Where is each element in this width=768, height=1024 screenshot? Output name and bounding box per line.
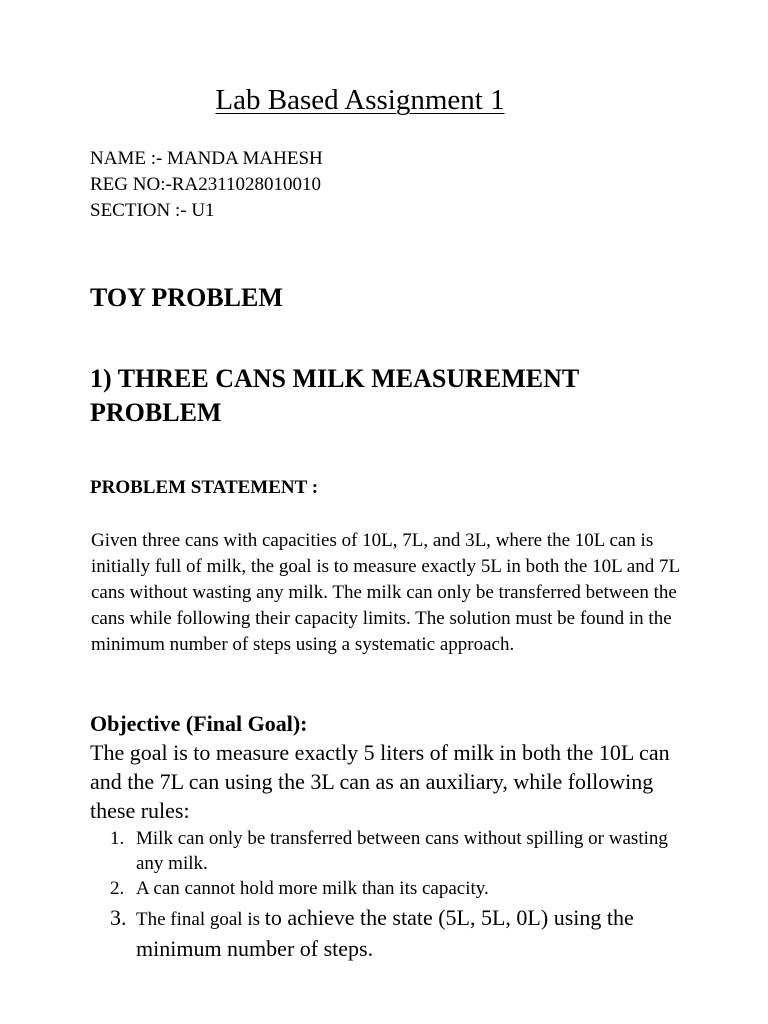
document-title: Lab Based Assignment 1 xyxy=(215,84,505,116)
objective-heading: Objective (Final Goal): xyxy=(90,711,308,736)
list-item-number: 1. xyxy=(110,828,125,849)
student-info xyxy=(90,146,323,224)
list-item-text: Milk can only be transferred between cans without spilling or wasting any milk. xyxy=(136,828,668,874)
list-item-number: 2. xyxy=(110,878,125,899)
list-item-text: A can cannot hold more milk than its capacity. xyxy=(136,878,489,899)
student-reg-no: REG NO:-RA2311028010010 xyxy=(90,174,321,195)
list-item-text-small: The final goal is xyxy=(136,909,265,930)
problem-heading-line1: 1) THREE CANS MILK MEASUREMENT xyxy=(90,364,580,393)
problem-statement-text: Given three cans with capacities of 10L, 7L, and 3L, where the 10L can is initially full of milk, the goal is to measure exactly 5L in both the 10L and 7L cans without wasting any milk. The milk can only be transferred between the cans while following their capacity limits. The solution must be found in the minimum number of steps using a systematic approach. xyxy=(91,530,680,655)
rules-list xyxy=(90,826,690,965)
problem-statement-heading: PROBLEM STATEMENT : xyxy=(90,477,319,498)
objective-text: The goal is to measure exactly 5 liters of milk in both the 10L can and the 7L can using the 3L can as an auxiliary, while following these rules: xyxy=(90,740,670,823)
list-item xyxy=(90,903,690,965)
problem-heading-line2: PROBLEM xyxy=(90,398,222,427)
student-section: SECTION :- U1 xyxy=(90,200,215,221)
list-item xyxy=(90,826,690,876)
problem-heading xyxy=(90,362,690,430)
list-item xyxy=(90,876,690,901)
list-item-text-large: to achieve the state (5L, 5L, 0L) using the minimum number of steps. xyxy=(136,905,634,961)
list-item-number: 3. xyxy=(110,905,127,930)
toy-problem-heading: TOY PROBLEM xyxy=(90,283,283,312)
student-name: NAME :- MANDA MAHESH xyxy=(90,148,323,169)
